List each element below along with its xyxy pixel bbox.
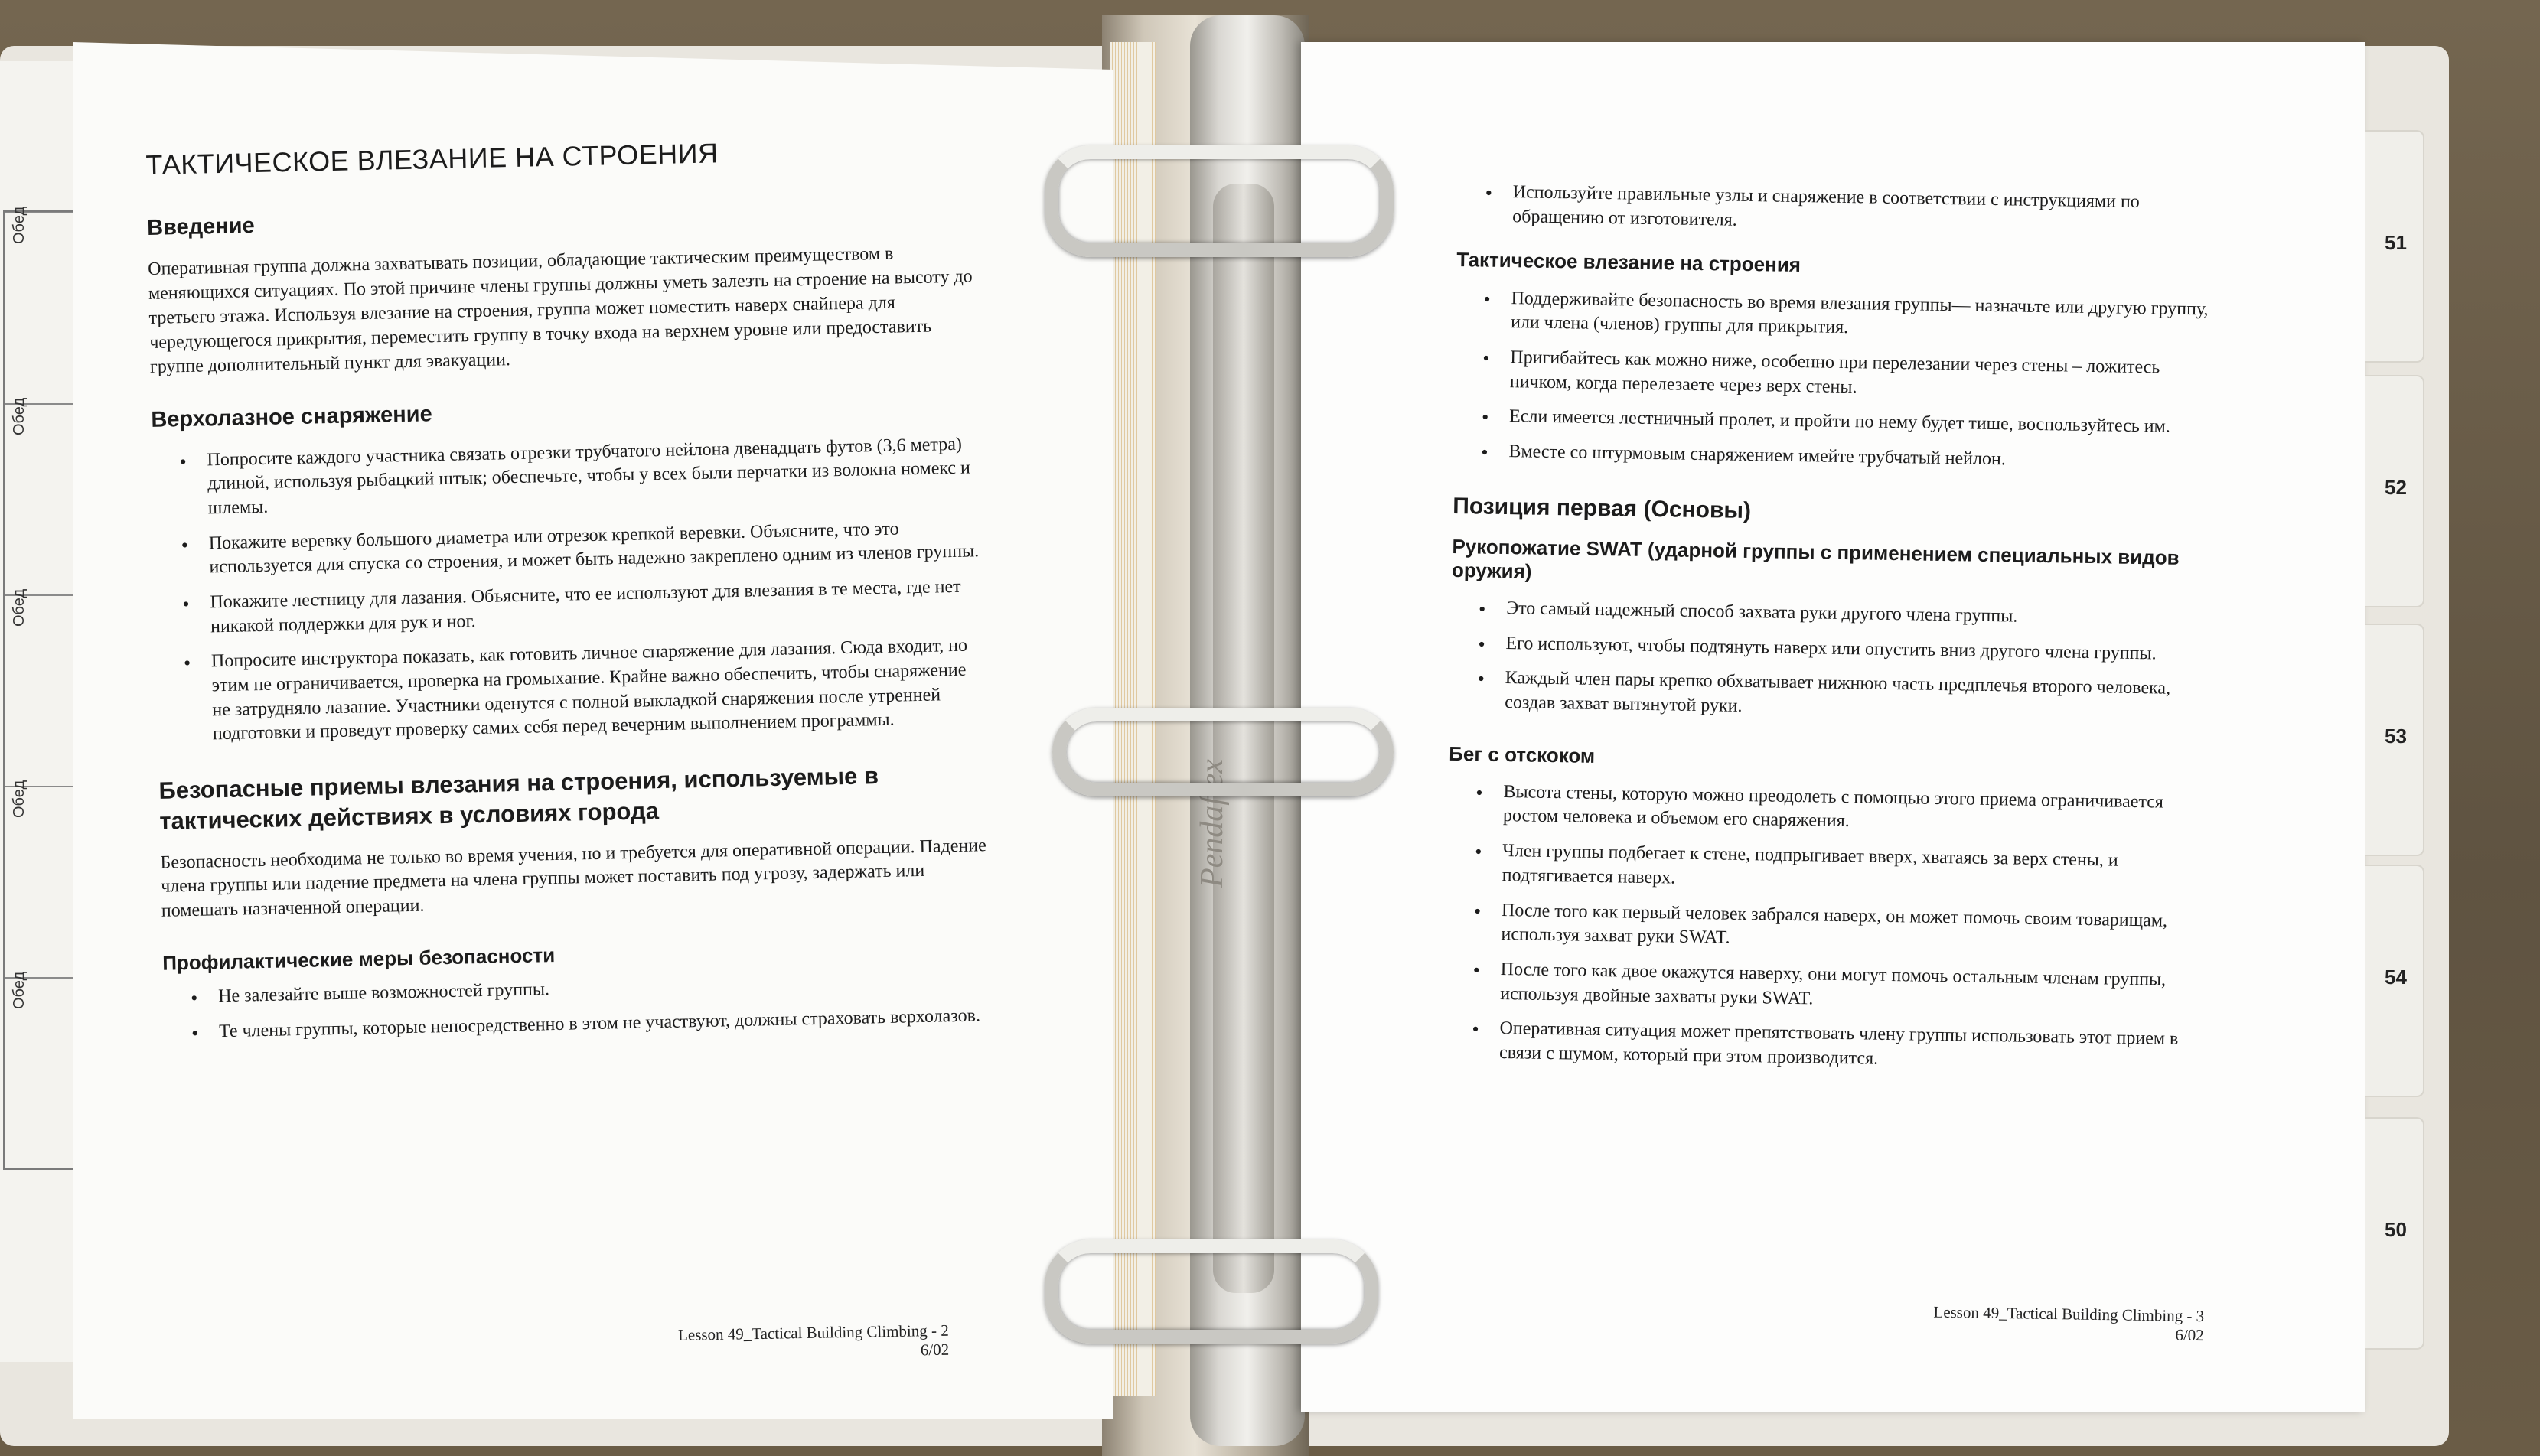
schedule-row	[5, 206, 75, 405]
schedule-row	[5, 397, 75, 596]
list-item: • Его используют, чтобы подтянуть наверх или опустить вниз другого члена группы.	[1478, 631, 2208, 667]
binder-brand-mark: Pendaflex	[1195, 759, 1230, 888]
swat-heading: Рукопожатие SWAT (ударной группы с применением специальных видов оружия)	[1451, 534, 2180, 583]
tactical-list	[1453, 286, 2214, 476]
schedule-row	[5, 971, 75, 1170]
list-item: • Используйте правильные узлы и снаряжение в соответствии с инструкциями по обращению от изготовителя.	[1485, 181, 2216, 240]
list-item: • Член группы подбегает к стене, подпрыгивает вверх, хватаясь за верх стены, и подтягивается наверх.	[1474, 839, 2205, 899]
schedule-cell: Обед	[11, 397, 28, 435]
schedule-cell: Обед	[11, 588, 28, 627]
schedule-row	[5, 780, 75, 979]
divider-tab-53[interactable]	[2365, 624, 2424, 856]
list-item: • Покажите лестницу для лазания. Объясните, что ее используют для влезания в те места, где нет никакой поддержки для рук и ног.	[182, 575, 982, 640]
schedule-cell: Обед	[11, 206, 28, 244]
tactical-heading: Тактическое влезание на строения	[1456, 248, 1801, 277]
swat-list	[1449, 596, 2209, 726]
list-item: • Поддерживайте безопасность во время влезания группы— назначьте или другую группу, или члена (членов) группы для прикрытия.	[1483, 286, 2214, 346]
right-page-footer	[1898, 1302, 2205, 1345]
tab-label: 54	[2385, 966, 2407, 989]
list-item: • Не залезайте выше возможностей группы.	[191, 969, 990, 1010]
tab-label: 52	[2385, 476, 2407, 499]
divider-tab-50[interactable]	[2365, 1117, 2424, 1350]
tab-label: 51	[2385, 231, 2407, 254]
list-item: • Оперативная ситуация может препятствовать члену группы использовать этот прием в связи с шумом, который при этом производится.	[1472, 1017, 2203, 1077]
list-item: • Высота стены, которую можно преодолеть с помощью этого приема ограничивается ростом человека и объемом его снаряжения.	[1475, 780, 2206, 839]
schedule-table-fragment	[3, 206, 75, 1170]
list-item: • Пригибайтесь как можно ниже, особенно при перелезании через стены – ложитесь ничком, когда перелезаете через верх стены.	[1482, 345, 2213, 405]
left-page-footer	[658, 1321, 950, 1365]
safety-heading: Безопасные приемы влезания на строения, используемые в тактических действиях в условиях города	[158, 762, 879, 835]
schedule-cell: Обед	[11, 780, 28, 818]
left-page-content	[145, 132, 991, 1073]
run-heading: Бег с отскоком	[1448, 741, 1596, 767]
binder-ring-middle	[1052, 708, 1394, 796]
prevention-heading: Профилактические меры безопасности	[161, 943, 556, 975]
schedule-row	[5, 588, 75, 787]
page-title: ТАКТИЧЕСКОЕ ВЛЕЗАНИЕ НА СТРОЕНИЯ	[145, 137, 719, 181]
binder-ring-bottom	[1045, 1239, 1378, 1344]
list-item: • Попросите инструктора показать, как готовить личное снаряжение для лазания. Сюда входит, но этим не ограничивается, проверка на громыхание. Крайне важно обеспечить, чтобы снаряжение не затрудняло лазание. Участники оденутся с полной выкладкой снаряжения после утренней подготовки и проведут проверку самих себя перед вечерним выполнением программы.	[184, 634, 984, 748]
footer-date: 6/02	[2175, 1325, 2204, 1345]
list-item: • Каждый член пары крепко обхватывает нижнюю часть предплечья второго человека, создав захват вытянутой руки.	[1477, 666, 2208, 726]
prevention-list	[163, 969, 990, 1045]
tab-label: 53	[2385, 725, 2407, 748]
position-one-heading: Позиция первая (Основы)	[1453, 493, 1752, 523]
run-list	[1444, 780, 2206, 1077]
list-item: • После того как двое окажутся наверху, они могут помочь остальным членам группы, используя двойные захваты руки SWAT.	[1472, 957, 2203, 1017]
list-item: • Это самый надежный способ захвата руки другого члена группы.	[1479, 596, 2209, 632]
gear-list	[152, 432, 984, 748]
list-item: • Покажите веревку большого диаметра или отрезок крепкой веревки. Объясните, что это используется для спуска со строения, и может быть надежно закреплено одним из членов группы.	[181, 516, 980, 581]
list-item: • Те члены группы, которые непосредственно в этом не участвуют, должны страховать верхолазов.	[191, 1004, 990, 1045]
gear-heading: Верхолазное снаряжение	[151, 401, 433, 432]
safety-paragraph: Безопасность необходима не только во время учения, но и требуется для оперативной операции. Падение члена группы или падение предмета на члена группы может поставить под угрозу, задержать или помешать назначенной операции.	[160, 835, 986, 922]
right-page-content	[1443, 180, 2216, 1104]
intro-paragraph: Оперативная группа должна захватывать позиции, обладающие тактическим преимуществом в меняющихся ситуациях. По этой причине члены группы должны уметь залезть на строение на высоту до третьего этажа. Используя влезание на строения, группа может поместить наверх снайпера для чередующегося прикрытия, переместить группу в точку входа на верхнем уровне или предоставить группе дополнительный пункт для эвакуации.	[148, 243, 973, 377]
footer-lesson: Lesson 49_Tactical Building Climbing - 3	[1933, 1302, 2205, 1326]
binder-ring-top	[1045, 145, 1394, 257]
divider-tab-54[interactable]	[2365, 865, 2424, 1097]
list-item: • Если имеется лестничный пролет, и пройти по нему будет тише, воспользуйтесь им.	[1482, 405, 2212, 441]
list-item: • Попросите каждого участника связать отрезки трубчатого нейлона двенадцать футов (3,6 метра) длиной, используя рыбацкий штык; обеспечьте, чтобы у всех были перчатки из волокна номекс и шлемы.	[179, 432, 980, 522]
schedule-cell: Обед	[11, 971, 28, 1009]
footer-lesson: Lesson 49_Tactical Building Climbing - 2	[677, 1321, 949, 1344]
footer-date: 6/02	[920, 1340, 950, 1360]
intro-heading: Введение	[146, 213, 255, 240]
list-item: • После того как первый человек забрался наверх, он может помочь своим товарищам, используя захват руки SWAT.	[1473, 898, 2204, 958]
divider-tab-52[interactable]	[2365, 375, 2424, 607]
tab-label: 50	[2385, 1218, 2407, 1241]
divider-tab-51[interactable]	[2365, 130, 2424, 363]
list-item: • Вместе со штурмовым снаряжением имейте трубчатый нейлон.	[1481, 439, 2211, 475]
